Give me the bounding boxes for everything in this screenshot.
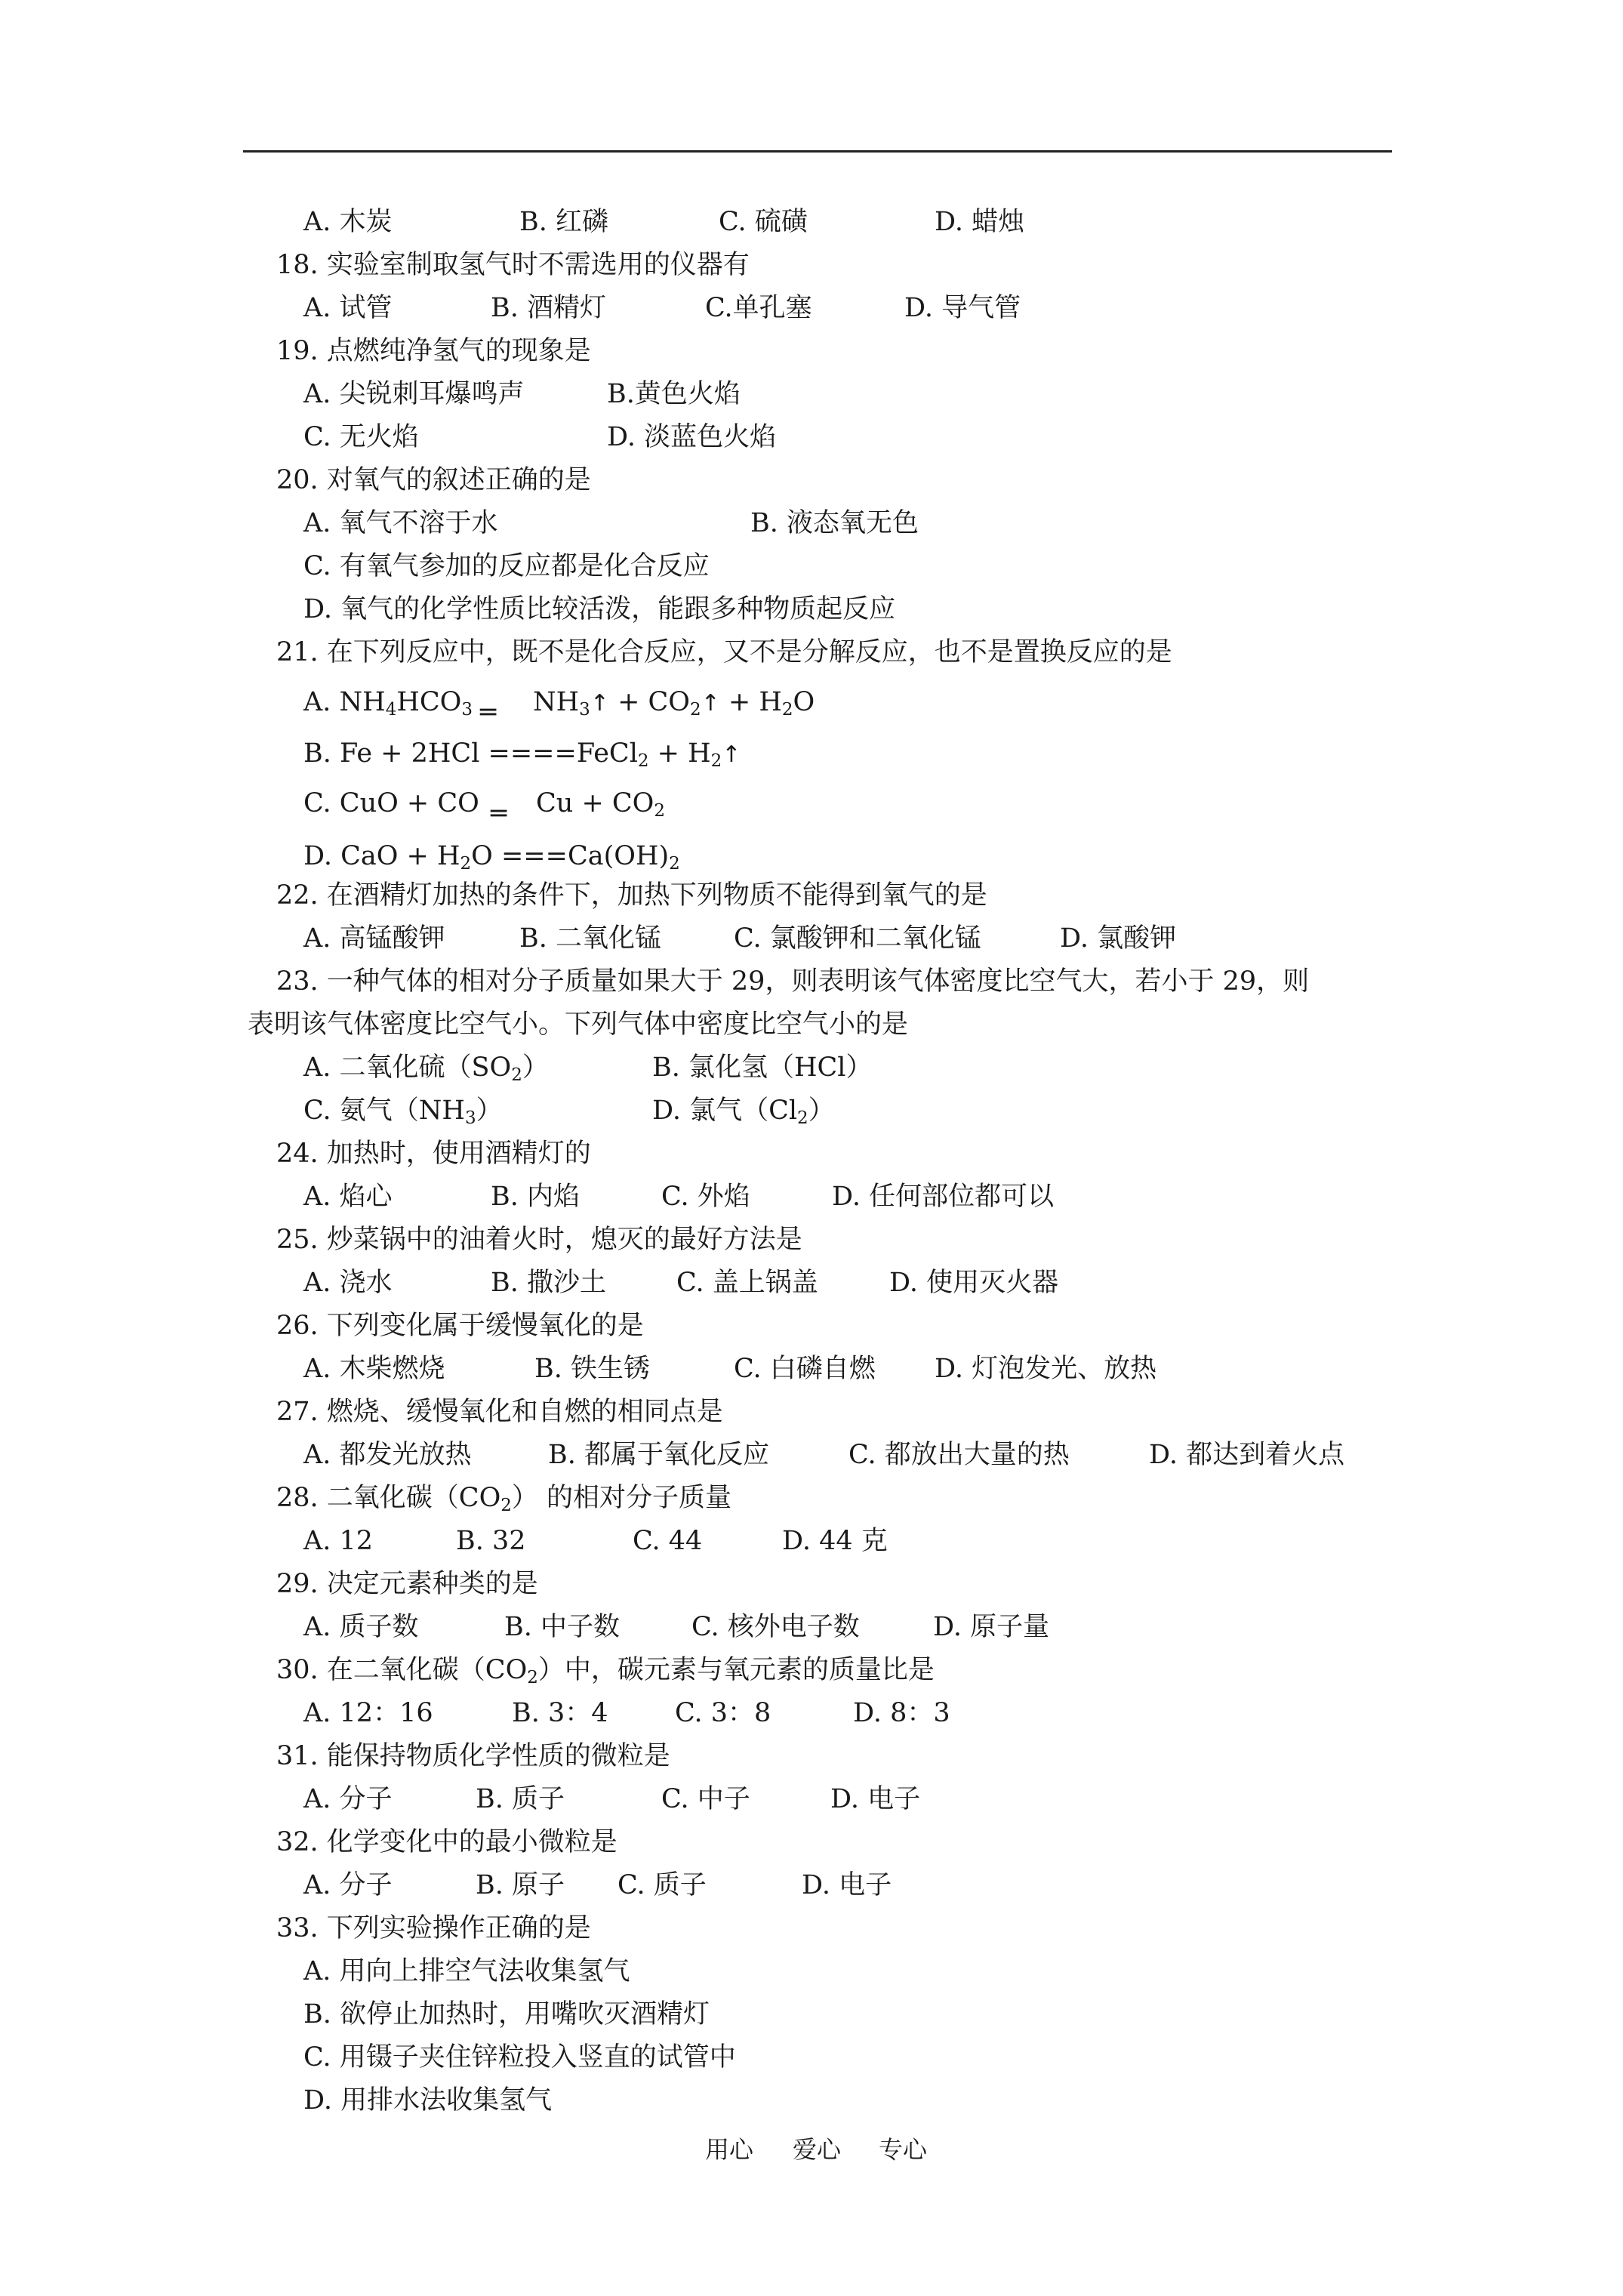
- q31-option-d: D. 电子: [830, 1784, 921, 1814]
- q24-option-d: D. 任何部位都可以: [832, 1182, 1055, 1212]
- q27-option-d: D. 都达到着火点: [1149, 1440, 1345, 1470]
- q23-option-b: B. 氯化氢（HCl）: [652, 1052, 873, 1083]
- q29-option-a: A. 质子数: [303, 1612, 419, 1642]
- q23-stem-line2: 表明该气体密度比空气小。下列气体中密度比空气小的是: [248, 1009, 909, 1040]
- q26-option-b: B. 铁生锈: [534, 1354, 650, 1384]
- q19-option-b: B.黄色火焰: [607, 379, 741, 409]
- q20-option-c: C. 有氧气参加的反应都是化合反应: [303, 551, 710, 581]
- q22-option-b: B. 二氧化锰: [519, 923, 661, 954]
- q33-option-b: B. 欲停止加热时，用嘴吹灭酒精灯: [303, 1999, 710, 2029]
- q31-option-b: B. 质子: [476, 1784, 565, 1814]
- footer-text-1: 用心: [705, 2135, 754, 2164]
- q21-option-c-reactant: C. CuO + CO: [303, 788, 479, 818]
- q33-option-a: A. 用向上排空气法收集氢气: [303, 1956, 630, 1986]
- q23-option-c: C. 氨气$(NH_3)$: [303, 1096, 503, 1128]
- q22-option-a: A. 高锰酸钾: [303, 923, 445, 954]
- q28-option-d: D. 44 克: [782, 1526, 888, 1556]
- q20-option-a: A. 氧气不溶于水: [303, 508, 498, 538]
- q17-option-b: B. 红磷: [519, 207, 608, 237]
- q32-option-a: A. 分子: [303, 1870, 393, 1900]
- q21-option-a-reactant: A. $NH_4HCO_3$: [303, 687, 473, 720]
- up-arrow-icon: ↑: [701, 690, 720, 717]
- q18-stem: 18. 实验室制取氢气时不需选用的仪器有: [276, 250, 750, 280]
- q30-option-c: C. 3：8: [675, 1698, 771, 1728]
- footer-text-3: 专心: [879, 2135, 928, 2164]
- q31-option-c: C. 中子: [661, 1784, 750, 1814]
- q29-option-c: C. 核外电子数: [691, 1612, 860, 1642]
- q27-option-a: A. 都发光放热: [303, 1440, 472, 1470]
- q21-option-a-products: $NH_3↑$ + $CO_2↑ + H_2O$: [533, 687, 815, 720]
- q19-option-a: A. 尖锐刺耳爆鸣声: [303, 379, 525, 409]
- q29-option-d: D. 原子量: [933, 1612, 1050, 1642]
- q22-option-d: D. 氯酸钾: [1060, 923, 1177, 954]
- q33-option-d: D. 用排水法收集氢气: [303, 2085, 553, 2116]
- q25-option-c: C. 盖上锅盖: [676, 1268, 818, 1298]
- q30-option-b: B. 3：4: [512, 1698, 608, 1728]
- q17-option-a: A. 木炭: [303, 207, 393, 237]
- q23-option-d: D. 氯气$(Cl_2)$: [652, 1096, 835, 1128]
- footer-text-2: 爱心: [793, 2135, 842, 2164]
- q21-option-c-equals: ═: [491, 799, 507, 829]
- q22-stem: 22. 在酒精灯加热的条件下，加热下列物质不能得到氧气的是: [276, 880, 987, 911]
- q31-option-a: A. 分子: [303, 1784, 393, 1814]
- q32-option-d: D. 电子: [802, 1870, 892, 1900]
- q27-option-b: B. 都属于氧化反应: [548, 1440, 769, 1470]
- q24-option-b: B. 内焰: [491, 1182, 580, 1212]
- q21-option-b: B. Fe + 2HCl ====FeCl$_2$ + $H_2↑$: [303, 738, 741, 771]
- q25-option-d: D. 使用灭火器: [889, 1268, 1059, 1298]
- q19-stem: 19. 点燃纯净氢气的现象是: [276, 336, 591, 366]
- q20-stem: 20. 对氧气的叙述正确的是: [276, 465, 591, 495]
- q19-option-c: C. 无火焰: [303, 422, 419, 452]
- q17-option-d: D. 蜡烛: [935, 207, 1025, 237]
- q21-option-c-products: $Cu + CO_2$: [536, 788, 666, 821]
- q21-stem: 21. 在下列反应中，既不是化合反应，又不是分解反应，也不是置换反应的是: [276, 637, 1172, 667]
- q20-option-d: D. 氧气的化学性质比较活泼，能跟多种物质起反应: [303, 594, 896, 624]
- q27-option-c: C. 都放出大量的热: [848, 1440, 1070, 1470]
- q20-option-b: B. 液态氧无色: [750, 508, 919, 538]
- q24-stem: 24. 加热时，使用酒精灯的: [276, 1139, 591, 1169]
- q29-stem: 29. 决定元素种类的是: [276, 1569, 538, 1599]
- q32-option-c: C. 质子: [617, 1870, 707, 1900]
- q27-stem: 27. 燃烧、缓慢氧化和自燃的相同点是: [276, 1397, 723, 1427]
- q28-option-a: A. 12: [303, 1526, 374, 1556]
- q17-option-c: C. 硫磺: [719, 207, 808, 237]
- q18-option-b: B. 酒精灯: [491, 293, 606, 323]
- q26-option-d: D. 灯泡发光、放热: [935, 1354, 1157, 1384]
- q32-stem: 32. 化学变化中的最小微粒是: [276, 1827, 617, 1857]
- q32-option-b: B. 原子: [476, 1870, 565, 1900]
- q28-option-c: C. 44: [633, 1526, 703, 1556]
- header-rule: [243, 150, 1392, 153]
- q19-option-d: D. 淡蓝色火焰: [607, 422, 777, 452]
- q24-option-c: C. 外焰: [661, 1182, 750, 1212]
- q23-option-a: A. 二氧化硫$(SO_2)$: [303, 1052, 549, 1085]
- q28-stem: 28. 二氧化碳$(CO_2)$ 的相对分子质量: [276, 1483, 732, 1515]
- up-arrow-icon: ↑: [590, 690, 609, 717]
- up-arrow-icon: ↑: [722, 741, 741, 768]
- q24-option-a: A. 焰心: [303, 1182, 393, 1212]
- q31-stem: 31. 能保持物质化学性质的微粒是: [276, 1741, 670, 1771]
- q18-option-d: D. 导气管: [904, 293, 1021, 323]
- q30-option-a: A. 12：16: [303, 1698, 433, 1728]
- q26-option-c: C. 白磷自燃: [734, 1354, 876, 1384]
- q33-option-c: C. 用镊子夹住锌粒投入竖直的试管中: [303, 2042, 736, 2073]
- q30-stem: 30. 在二氧化碳$(CO_2)$中，碳元素与氧元素的质量比是: [276, 1655, 935, 1687]
- q30-option-d: D. 8：3: [853, 1698, 950, 1728]
- q18-option-c: C.单孔塞: [705, 293, 812, 323]
- q28-option-b: B. 32: [456, 1526, 526, 1556]
- q26-stem: 26. 下列变化属于缓慢氧化的是: [276, 1311, 644, 1341]
- q21-option-a-equals: ═: [480, 698, 497, 728]
- q18-option-a: A. 试管: [303, 293, 393, 323]
- q29-option-b: B. 中子数: [504, 1612, 620, 1642]
- q26-option-a: A. 木柴燃烧: [303, 1354, 445, 1384]
- q23-stem-line1: 23. 一种气体的相对分子质量如果大于 29，则表明该气体密度比空气大，若小于 29，则: [276, 966, 1310, 997]
- q33-stem: 33. 下列实验操作正确的是: [276, 1913, 591, 1943]
- q21-option-d: D. CaO + $H_2O ===Ca(OH)_2$: [303, 841, 680, 874]
- q25-stem: 25. 炒菜锅中的油着火时，熄灭的最好方法是: [276, 1225, 802, 1255]
- q22-option-c: C. 氯酸钾和二氧化锰: [734, 923, 981, 954]
- q25-option-b: B. 撒沙土: [491, 1268, 606, 1298]
- q25-option-a: A. 浇水: [303, 1268, 393, 1298]
